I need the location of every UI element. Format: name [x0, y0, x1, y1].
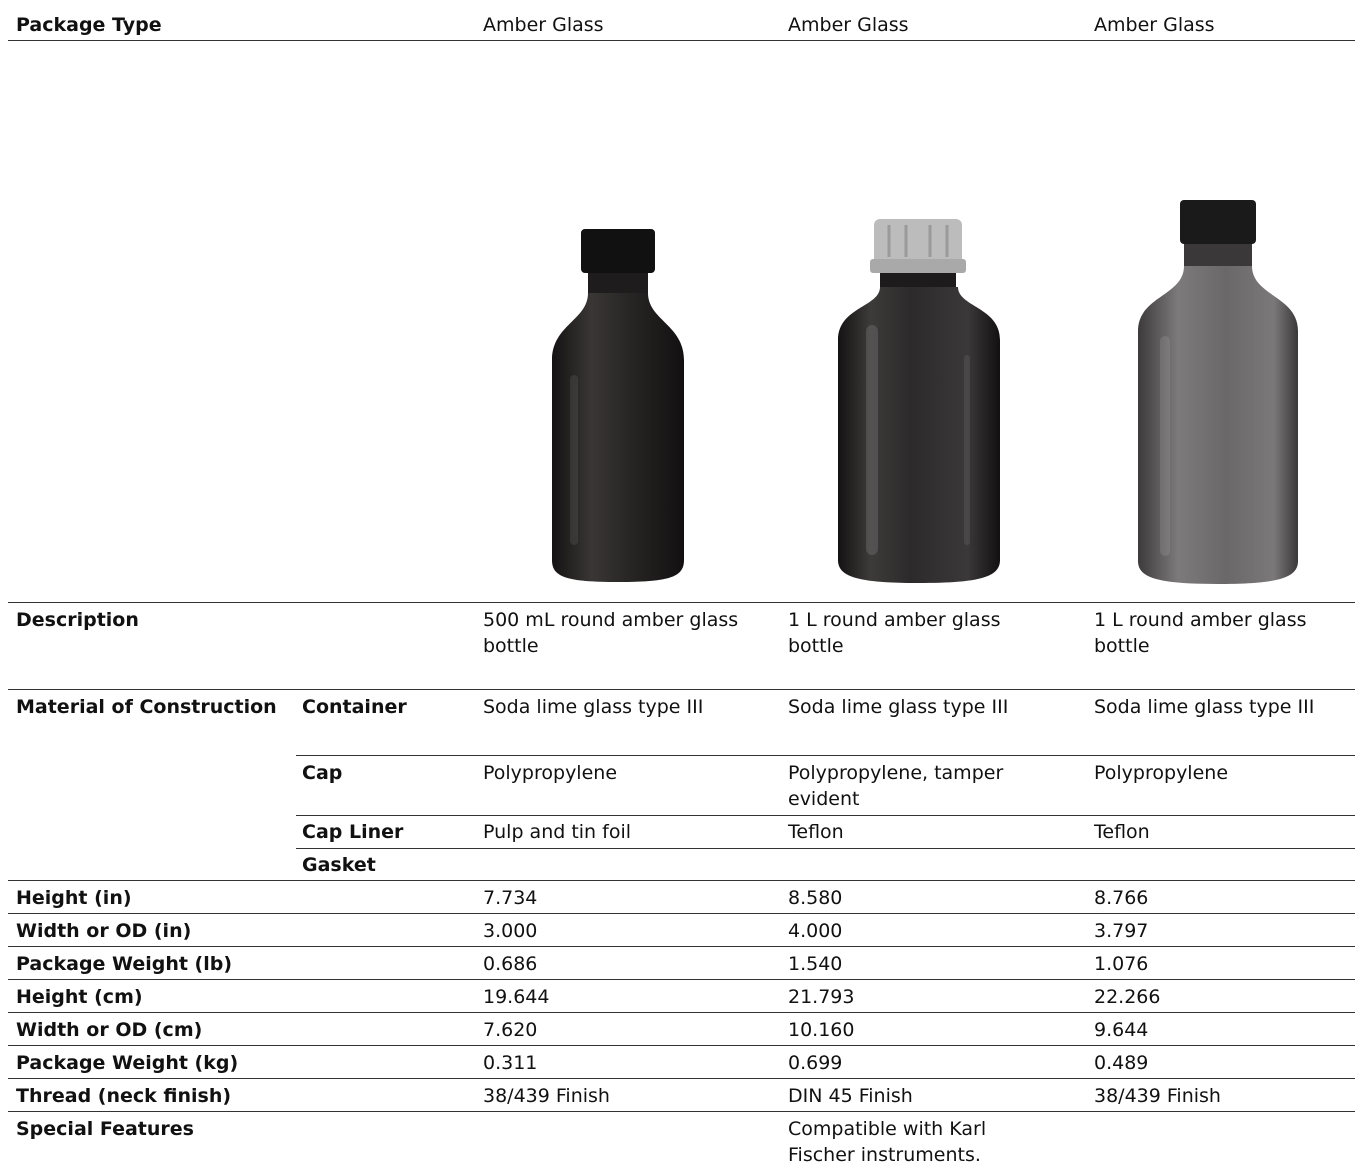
cap-liner-col-3: Teflon [1094, 821, 1150, 843]
row-divider [8, 1111, 1355, 1112]
row-divider [8, 1045, 1355, 1046]
width-in-label: Width or OD (in) [16, 920, 192, 942]
bottle-image-1 [548, 225, 688, 585]
width-in-col-1: 3.000 [483, 920, 538, 942]
row-divider [8, 913, 1355, 914]
container-col-2: Soda lime glass type III [788, 696, 1009, 718]
description-col-1: 500 mL round amber glass bottle [483, 609, 739, 657]
description-col-3: 1 L round amber glass bottle [1094, 609, 1307, 657]
row-divider [8, 1012, 1355, 1013]
height-cm-col-1: 19.644 [483, 986, 550, 1008]
description-label: Description [16, 609, 139, 631]
height-in-col-2: 8.580 [788, 887, 843, 909]
weight-kg-col-2: 0.699 [788, 1052, 843, 1074]
material-label: Material of Construction [16, 696, 277, 718]
header-divider [8, 40, 1355, 41]
cap-divider [296, 815, 1355, 816]
cap-liner-col-2: Teflon [788, 821, 844, 843]
width-cm-col-2: 10.160 [788, 1019, 855, 1041]
weight-kg-col-3: 0.489 [1094, 1052, 1149, 1074]
height-cm-col-3: 22.266 [1094, 986, 1161, 1008]
weight-lb-col-2: 1.540 [788, 953, 843, 975]
cap-liner-col-1: Pulp and tin foil [483, 821, 632, 843]
height-cm-col-2: 21.793 [788, 986, 855, 1008]
row-divider [8, 979, 1355, 980]
container-label: Container [302, 696, 407, 718]
cap-label: Cap [302, 762, 343, 784]
width-cm-col-1: 7.620 [483, 1019, 538, 1041]
special-features-label: Special Features [16, 1118, 194, 1140]
weight-kg-col-1: 0.311 [483, 1052, 538, 1074]
package-type-col-3: Amber Glass [1094, 14, 1215, 36]
height-in-col-1: 7.734 [483, 887, 538, 909]
container-divider [296, 755, 1355, 756]
thread-label: Thread (neck finish) [16, 1085, 232, 1107]
width-in-col-3: 3.797 [1094, 920, 1149, 942]
gasket-label: Gasket [302, 854, 376, 876]
package-type-label: Package Type [16, 14, 162, 36]
height-cm-label: Height (cm) [16, 986, 143, 1008]
image-row-divider [8, 602, 1355, 603]
cap-col-2: Polypropylene, tamper evident [788, 762, 1004, 810]
container-col-1: Soda lime glass type III [483, 696, 704, 718]
row-divider [8, 946, 1355, 947]
weight-lb-label: Package Weight (lb) [16, 953, 233, 975]
material-divider [8, 880, 1355, 881]
cap-liner-divider [296, 848, 1355, 849]
weight-lb-col-1: 0.686 [483, 953, 538, 975]
special-features-col-2: Compatible with Karl Fischer instruments. [788, 1118, 987, 1166]
description-divider [8, 689, 1355, 690]
width-in-col-2: 4.000 [788, 920, 843, 942]
package-type-col-2: Amber Glass [788, 14, 909, 36]
width-cm-label: Width or OD (cm) [16, 1019, 203, 1041]
weight-kg-label: Package Weight (kg) [16, 1052, 239, 1074]
package-type-col-1: Amber Glass [483, 14, 604, 36]
thread-col-3: 38/439 Finish [1094, 1085, 1221, 1107]
height-in-label: Height (in) [16, 887, 132, 909]
height-in-col-3: 8.766 [1094, 887, 1149, 909]
width-cm-col-3: 9.644 [1094, 1019, 1149, 1041]
cap-col-3: Polypropylene [1094, 762, 1229, 784]
bottle-image-2 [834, 215, 1004, 587]
thread-col-1: 38/439 Finish [483, 1085, 610, 1107]
cap-col-1: Polypropylene [483, 762, 618, 784]
row-divider [8, 1078, 1355, 1079]
thread-col-2: DIN 45 Finish [788, 1085, 913, 1107]
bottle-image-3 [1134, 196, 1302, 586]
description-col-2: 1 L round amber glass bottle [788, 609, 1001, 657]
weight-lb-col-3: 1.076 [1094, 953, 1149, 975]
cap-liner-label: Cap Liner [302, 821, 404, 843]
container-col-3: Soda lime glass type III [1094, 696, 1315, 718]
